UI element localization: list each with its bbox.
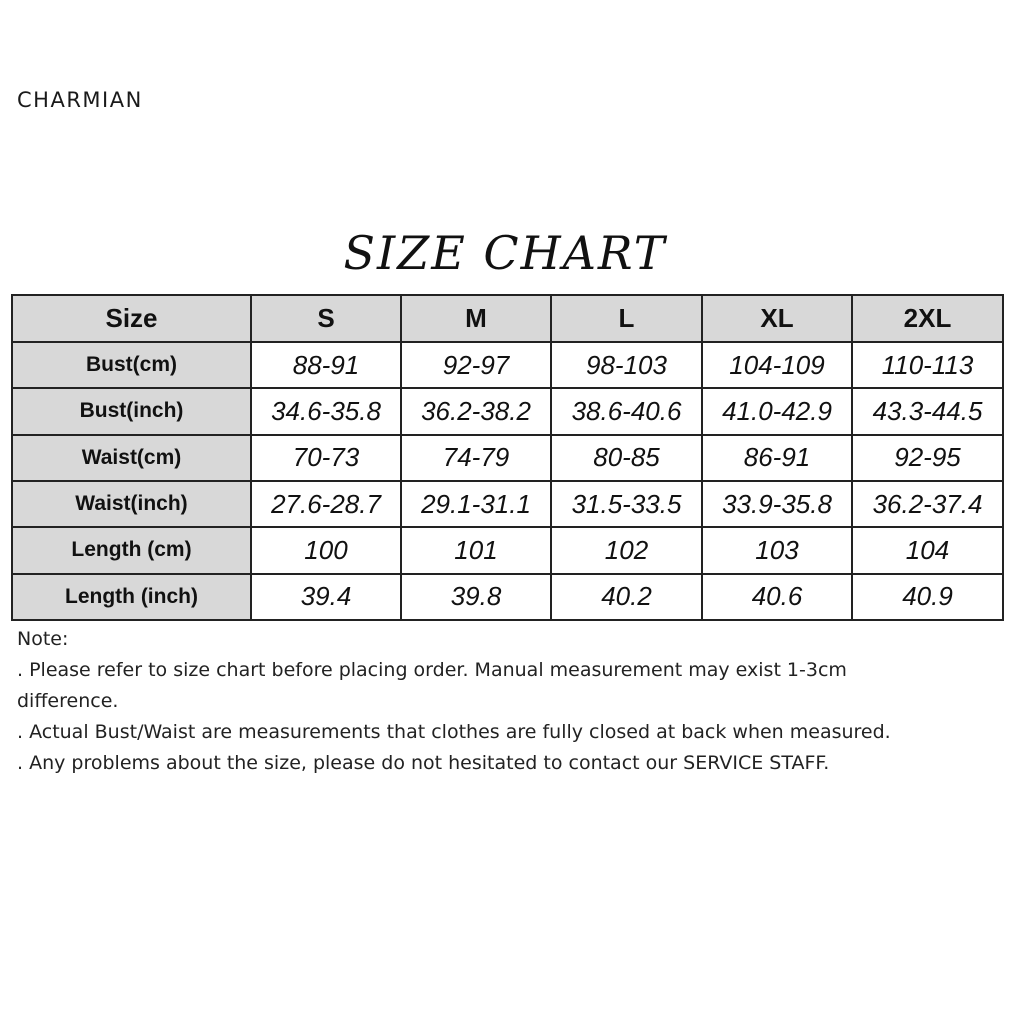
note-line: . Please refer to size chart before placing order. Manual measurement may exist 1-3cm xyxy=(17,659,847,681)
table-cell: 33.9-35.8 xyxy=(702,481,852,527)
column-header-l: L xyxy=(551,295,702,342)
table-cell: 39.4 xyxy=(251,574,401,620)
table-row xyxy=(12,574,1003,620)
table-cell: 74-79 xyxy=(401,435,551,481)
table-cell: 104-109 xyxy=(702,342,852,388)
table-row xyxy=(12,435,1003,481)
table-cell: 29.1-31.1 xyxy=(401,481,551,527)
table-header-row xyxy=(12,295,1003,342)
column-header-m: M xyxy=(401,295,551,342)
size-chart-table xyxy=(11,294,1004,621)
table-cell: 31.5-33.5 xyxy=(551,481,702,527)
table-cell: 40.2 xyxy=(551,574,702,620)
table-cell: 41.0-42.9 xyxy=(702,388,852,434)
table-cell: 70-73 xyxy=(251,435,401,481)
table-cell: 92-97 xyxy=(401,342,551,388)
table-cell: 88-91 xyxy=(251,342,401,388)
column-header-xl: XL xyxy=(702,295,852,342)
column-header-2xl: 2XL xyxy=(852,295,1003,342)
brand-logo-text: CHARMIAN xyxy=(17,88,143,112)
table-row xyxy=(12,527,1003,573)
table-cell: 104 xyxy=(852,527,1003,573)
row-label: Waist(inch) xyxy=(12,481,251,527)
table-cell: 27.6-28.7 xyxy=(251,481,401,527)
row-label: Length (inch) xyxy=(12,574,251,620)
table-cell: 43.3-44.5 xyxy=(852,388,1003,434)
note-line: . Actual Bust/Waist are measurements that clothes are fully closed at back when measured. xyxy=(17,721,891,743)
table-cell: 36.2-38.2 xyxy=(401,388,551,434)
row-label: Bust(inch) xyxy=(12,388,251,434)
table-cell: 103 xyxy=(702,527,852,573)
table-row xyxy=(12,481,1003,527)
row-label: Waist(cm) xyxy=(12,435,251,481)
column-header-s: S xyxy=(251,295,401,342)
table-cell: 100 xyxy=(251,527,401,573)
table-cell: 40.6 xyxy=(702,574,852,620)
table-cell: 102 xyxy=(551,527,702,573)
table-row xyxy=(12,388,1003,434)
table-corner-header: Size xyxy=(12,295,251,342)
table-cell: 92-95 xyxy=(852,435,1003,481)
row-label: Bust(cm) xyxy=(12,342,251,388)
note-line: . Any problems about the size, please do not hesitated to contact our SERVICE STAFF. xyxy=(17,752,830,774)
table-cell: 86-91 xyxy=(702,435,852,481)
notes-section xyxy=(17,624,997,779)
table-cell: 40.9 xyxy=(852,574,1003,620)
table-row xyxy=(12,342,1003,388)
table-cell: 80-85 xyxy=(551,435,702,481)
page-title: SIZE CHART xyxy=(343,226,667,280)
table-cell: 110-113 xyxy=(852,342,1003,388)
table-cell: 38.6-40.6 xyxy=(551,388,702,434)
table-cell: 98-103 xyxy=(551,342,702,388)
table-cell: 36.2-37.4 xyxy=(852,481,1003,527)
row-label: Length (cm) xyxy=(12,527,251,573)
table-cell: 34.6-35.8 xyxy=(251,388,401,434)
table-cell: 101 xyxy=(401,527,551,573)
table-cell: 39.8 xyxy=(401,574,551,620)
notes-heading: Note: xyxy=(17,628,69,650)
note-line: difference. xyxy=(17,690,119,712)
